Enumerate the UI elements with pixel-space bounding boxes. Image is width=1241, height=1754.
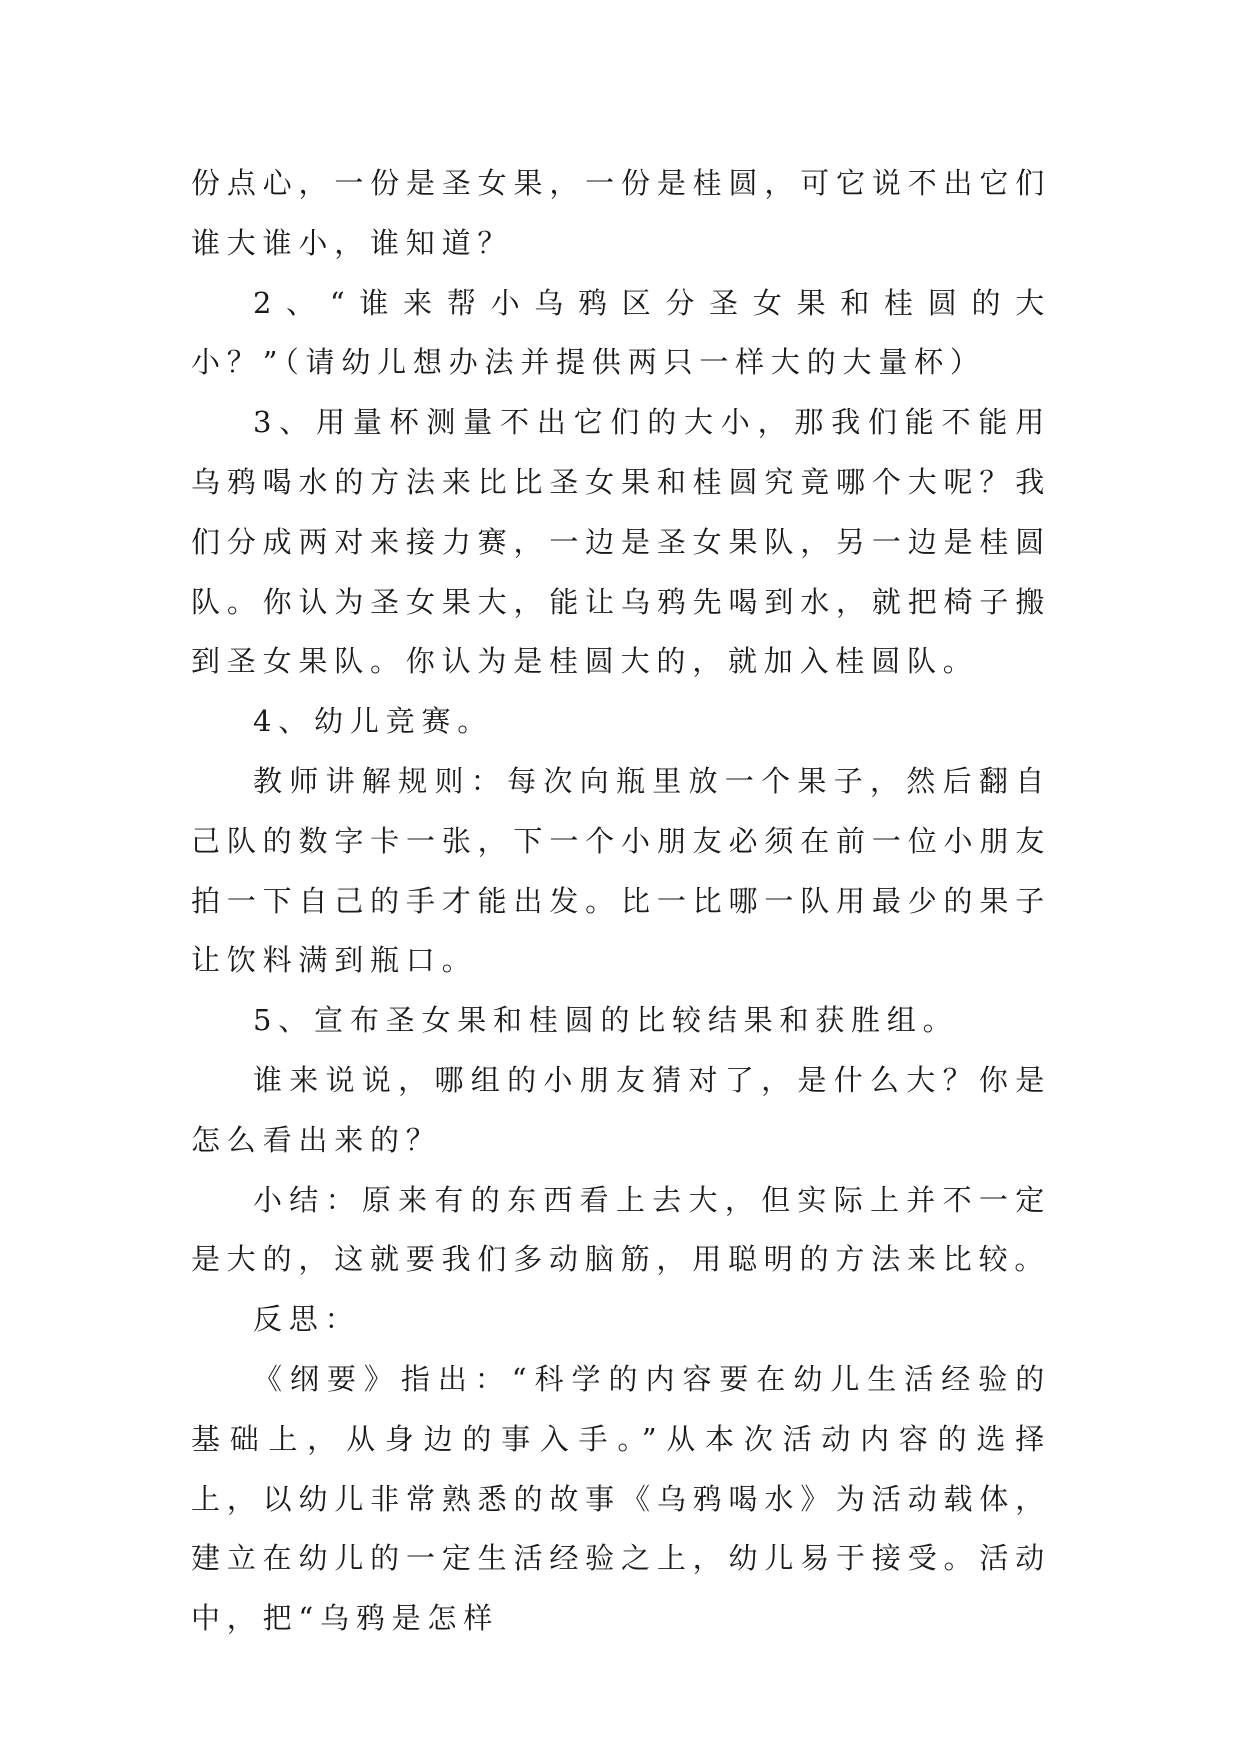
paragraph-continuation: 份点心，一份是圣女果，一份是桂圆，可它说不出它们谁大谁小，谁知道？ — [191, 166, 1051, 260]
paragraph-rules: 教师讲解规则：每次向瓶里放一个果子，然后翻自己队的数字卡一张，下一个小朋友必须在前一位小朋友拍一下自己的手才能出发。比一比哪一队用最少的果子让饮料满到瓶口。 — [191, 763, 1051, 978]
document-body — [191, 154, 1051, 1649]
paragraph-step-4: 4、幼儿竞赛。 — [253, 704, 494, 739]
paragraph-step-5: 5、宣布圣女果和桂圆的比较结果和获胜组。 — [253, 1003, 959, 1038]
paragraph-reflection-body: 《纲要》指出：“科学的内容要在幼儿生活经验的基础上，从身边的事入手。”从本次活动内容的选择上，以幼儿非常熟悉的故事《乌鸦喝水》为活动载体，建立在幼儿的一定生活经验之上，幼儿易于接受。活动中，把“乌鸦是怎样 — [191, 1361, 1051, 1636]
paragraph-step-3: 3、用量杯测量不出它们的大小，那我们能不能用乌鸦喝水的方法来比比圣女果和桂圆究竟哪个大呢？我们分成两对来接力赛，一边是圣女果队，另一边是桂圆队。你认为圣女果大，能让乌鸦先喝到水，就把椅子搬到圣女果队。你认为是桂圆大的，就加入桂圆队。 — [191, 405, 1051, 679]
paragraph-question: 谁来说说，哪组的小朋友猜对了，是什么大？你是怎么看出来的？ — [191, 1062, 1051, 1157]
paragraph-step-2: 2、“谁来帮小乌鸦区分圣女果和桂圆的大小？”（请幼儿想办法并提供两只一样大的大量杯） — [191, 285, 1051, 380]
paragraph-summary: 小结：原来有的东西看上去大，但实际上并不一定是大的，这就要我们多动脑筋，用聪明的方法来比较。 — [191, 1182, 1051, 1277]
paragraph-reflection-heading: 反思： — [253, 1302, 361, 1337]
